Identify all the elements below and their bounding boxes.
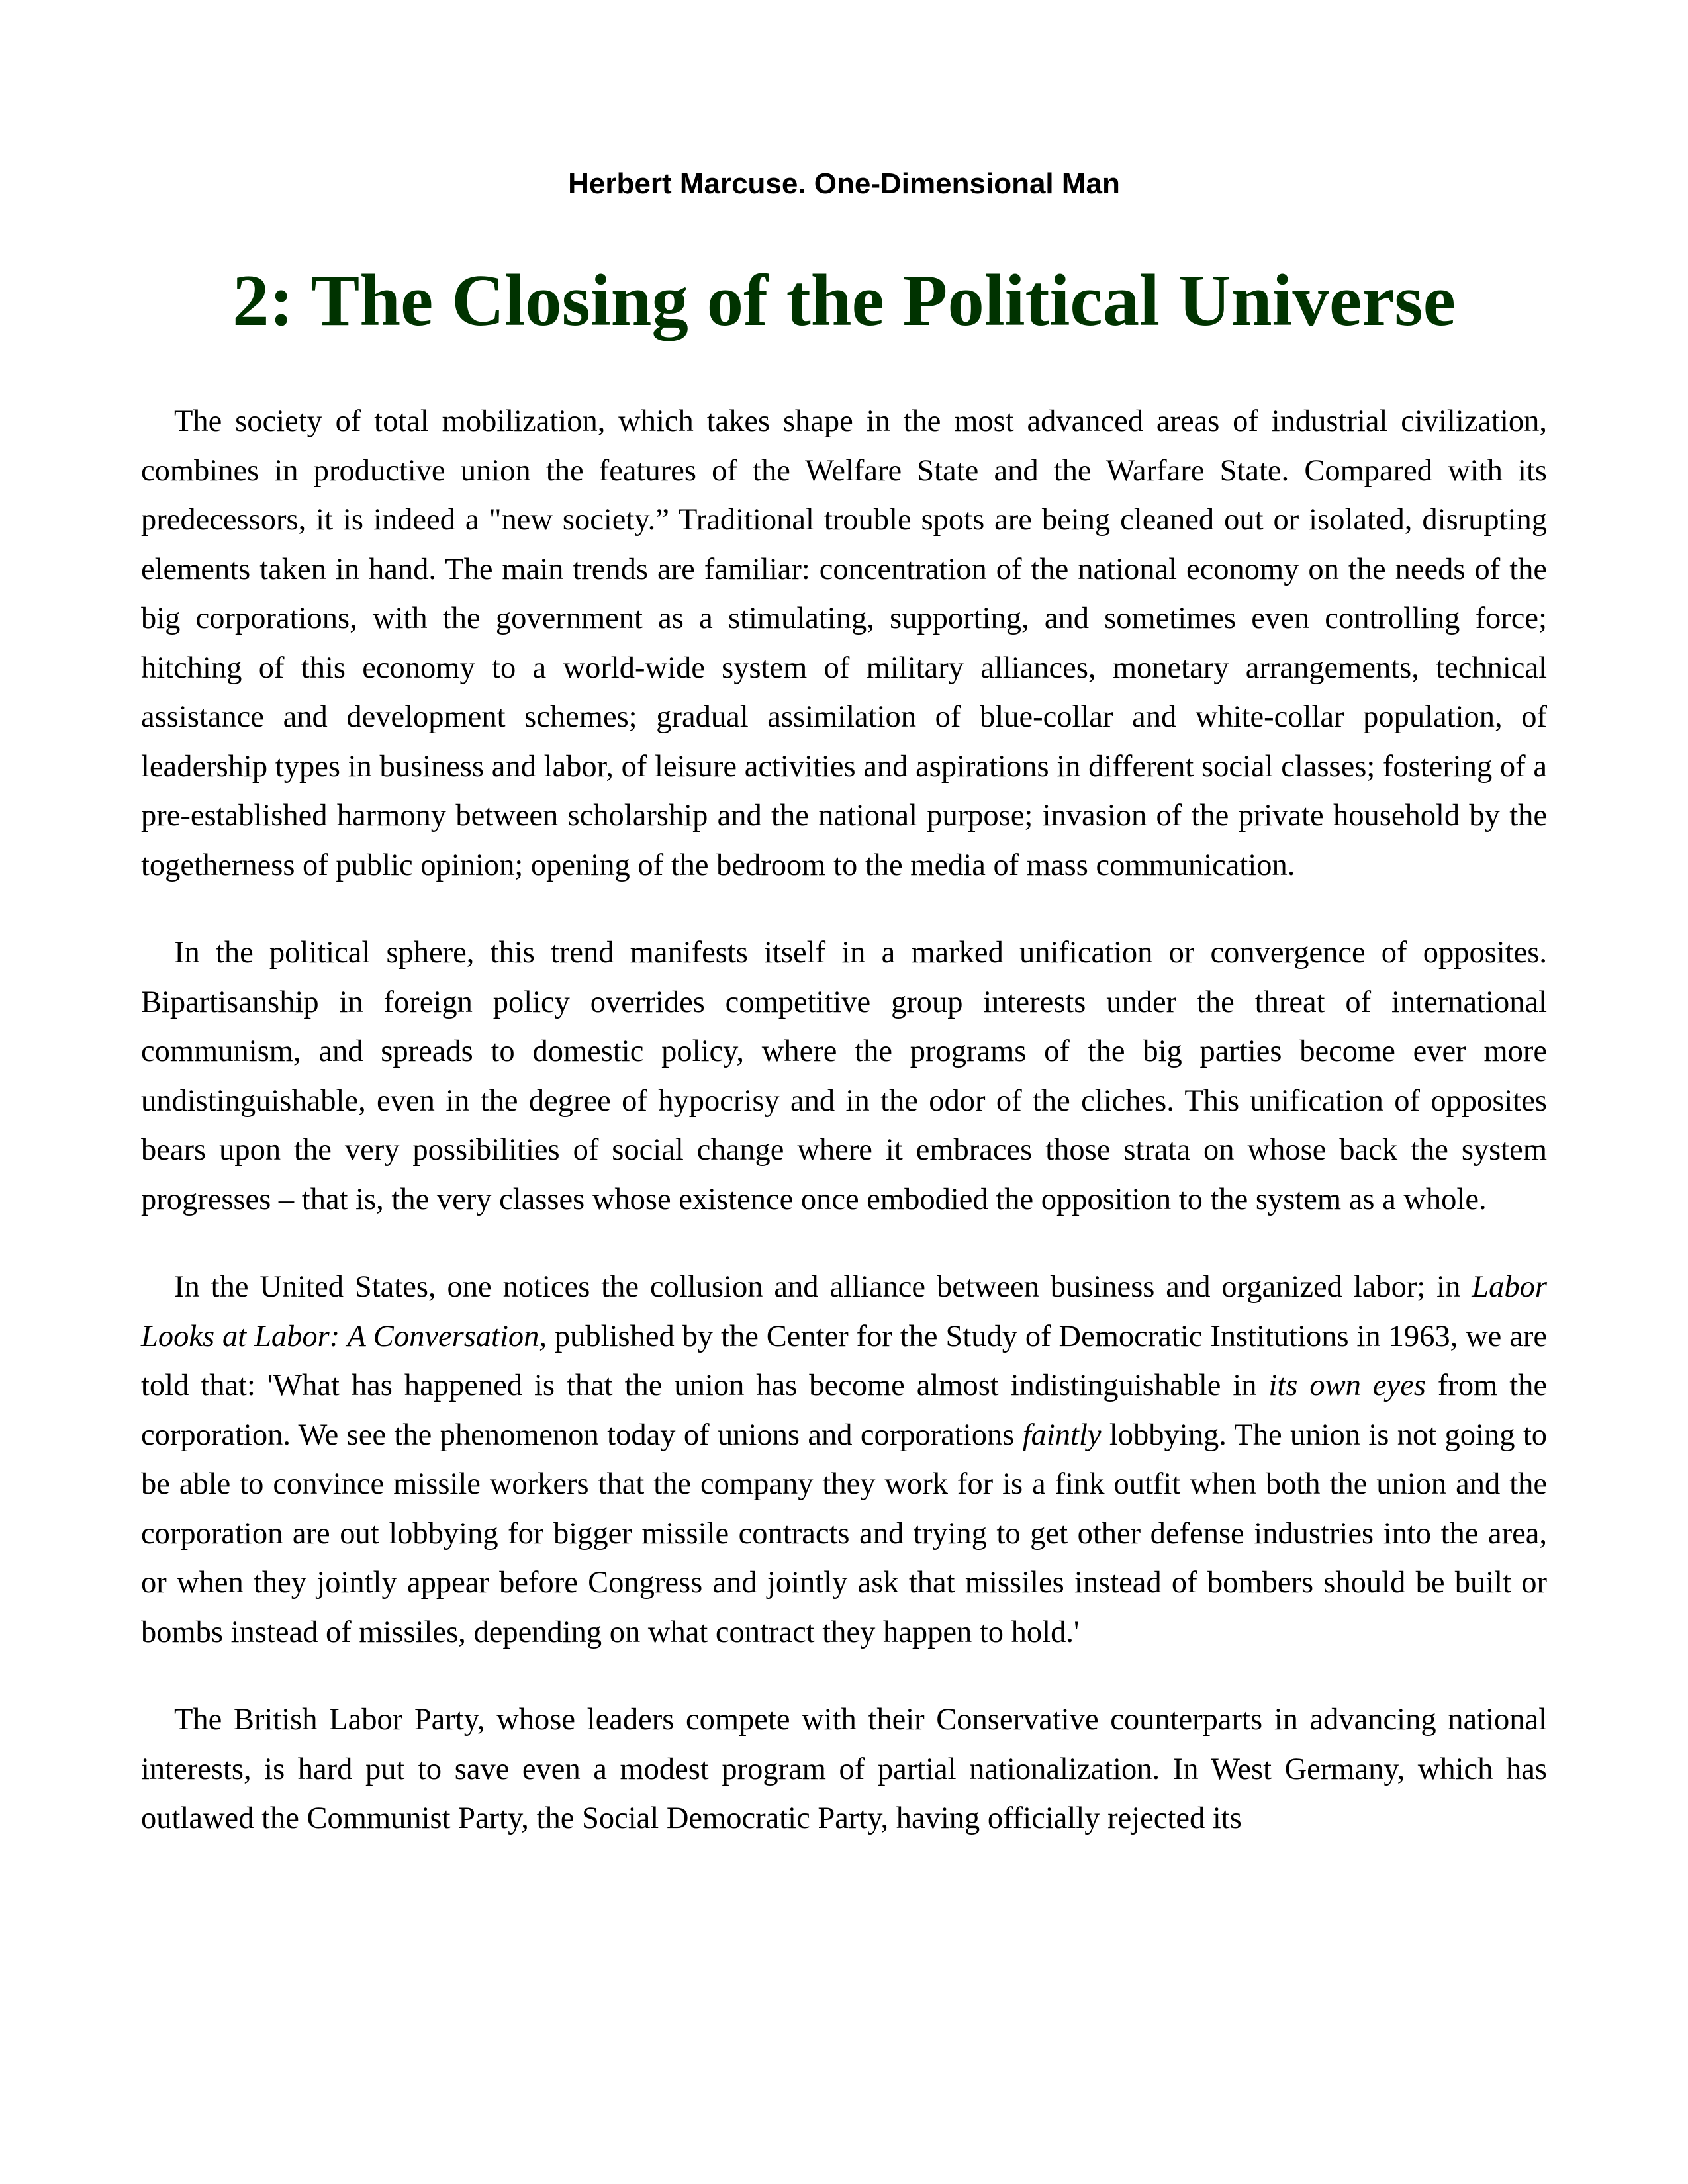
paragraph-3-text-2: published by the Center for the Study of Democratic Institutions in 1963, we are told that: 'What has happened is that the union has become almost indistinguishable in	[141, 1319, 1547, 1402]
emphasis-faintly: faintly	[1022, 1418, 1102, 1452]
running-head: Herbert Marcuse. One-Dimensional Man	[568, 167, 1120, 200]
emphasis-its-own-eyes: its own eyes	[1268, 1369, 1426, 1402]
body-text	[141, 397, 1547, 1844]
paragraph-2: In the political sphere, this trend manifests itself in a marked unification or convergence of opposites. Bipartisanship in foreign policy overrides competitive group interests under the threat of international communism, and spreads to domestic policy, where the programs of the big parties become ever more undistinguishable, even in the degree of hypocrisy and in the odor of the cliches. This unification of opposites bears upon the very possibilities of social change where it embraces those strata on whose back the system progresses – that is, the very classes whose existence once embodied the opposition to the system as a whole.	[141, 936, 1547, 1216]
paragraph-3-text-3: from the corporation. We see the phenomenon today of unions and corporations	[141, 1369, 1547, 1452]
paragraph-3-text-4: lobbying. The union is not going to be able to convince missile workers that the company they work for is a fink outfit when both the union and the corporation are out lobbying for bigger missile contracts and trying to get other defense industries into the area, or when they jointly appear before Congress and jointly ask that missiles instead of bombers should be built or bombs instead of missiles, depending on what contract they happen to hold.'	[141, 1418, 1547, 1649]
paragraph-3-text-1: In the United States, one notices the collusion and alliance between business and organized labor; in	[174, 1270, 1472, 1304]
paragraph-4: The British Labor Party, whose leaders compete with their Conservative counterparts in advancing national interests, is hard put to save even a modest program of partial nationalization. In West Germany, which has outlawed the Communist Party, the Social Democratic Party, having officially rejected its	[141, 1703, 1547, 1835]
book-title-italic: Labor Looks at Labor: A Conversation,	[141, 1270, 1547, 1353]
paragraph-3	[141, 1263, 1547, 1657]
paragraph-1: The society of total mobilization, which takes shape in the most advanced areas of industrial civilization, combines in productive union the features of the Welfare State and the Warfare State. Compared with its predecessors, it is indeed a "new society.” Traditional trouble spots are being cleaned out or isolated, disrupting elements taken in hand. The main trends are familiar: concentration of the national economy on the needs of the big corporations, with the government as a stimulating, supporting, and sometimes even controlling force; hitching of this economy to a world-wide system of military alliances, monetary arrangements, technical assistance and development schemes; gradual assimilation of blue-collar and white-collar population, of leadership types in business and labor, of leisure activities and aspirations in different social classes; fostering of a pre-established harmony between scholarship and the national purpose; invasion of the private household by the togetherness of public opinion; opening of the bedroom to the media of mass communication.	[141, 404, 1547, 882]
chapter-title: 2: The Closing of the Political Universe	[232, 260, 1456, 341]
